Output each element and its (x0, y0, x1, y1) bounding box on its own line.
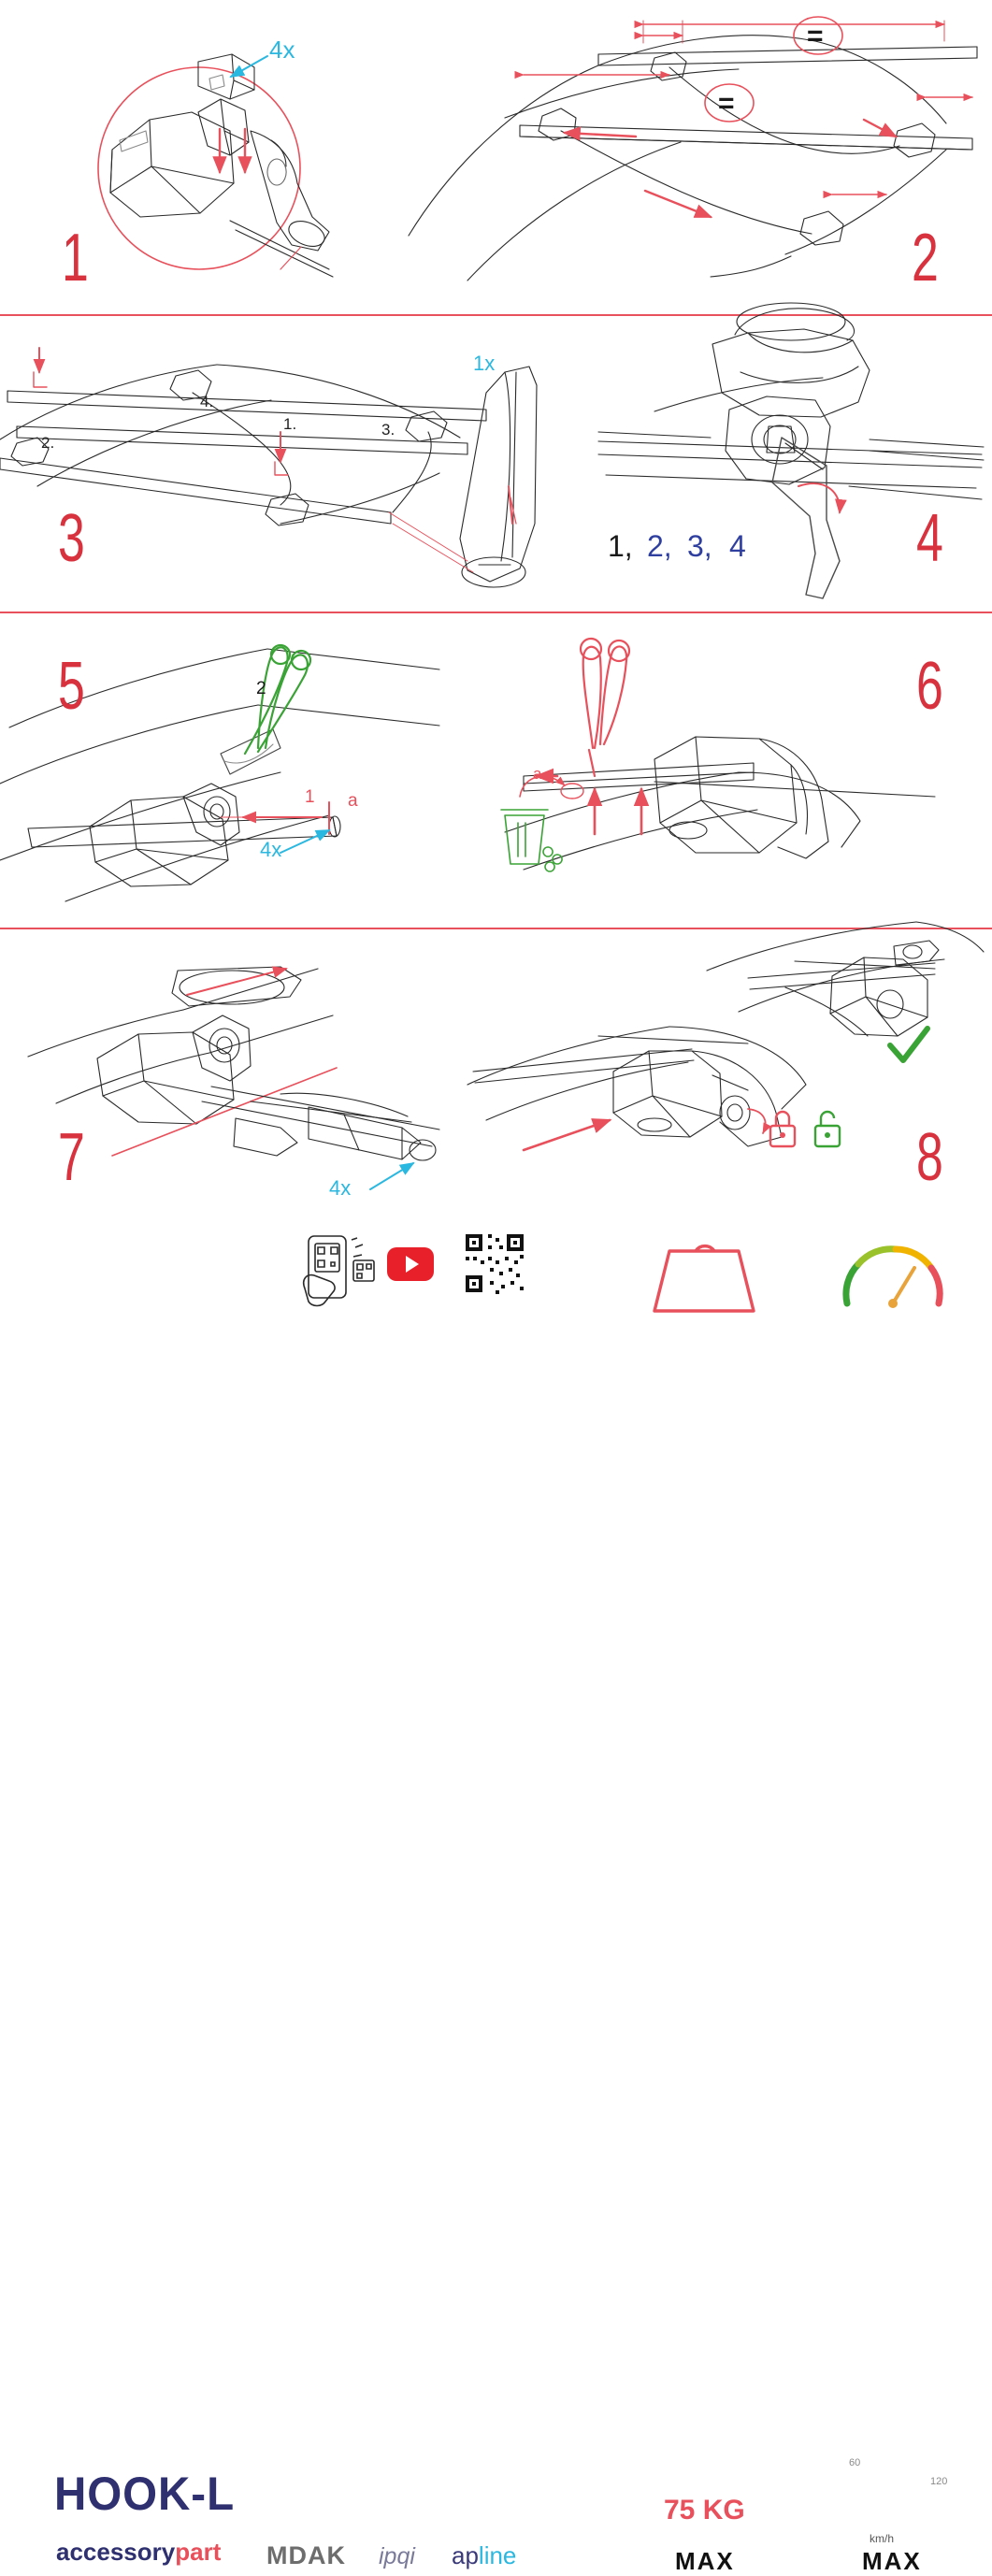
step-number-6: 6 (916, 649, 942, 724)
step5-cut-label-2: 2 (256, 679, 266, 698)
apline-logo-a: ap (452, 2541, 479, 2569)
step3-quantity-label: 1x (473, 352, 496, 375)
step2-equal-label-right: = (807, 21, 824, 51)
step5-measure-label-a: a (348, 791, 358, 811)
step-number-1: 1 (62, 221, 88, 295)
step5-measure-label-1: 1 (305, 787, 315, 807)
brand-name (56, 2538, 221, 2567)
brand-name-second: part (175, 2538, 222, 2566)
max-speed-label: MAX (862, 2547, 922, 2575)
lock-icons (770, 1029, 927, 1146)
separator-3 (0, 928, 992, 929)
speed-unit-label: km/h (870, 2532, 895, 2545)
separator-2 (0, 612, 992, 613)
step5-quantity-label: 4x (260, 838, 282, 861)
separator-1 (0, 314, 992, 316)
step-number-7: 7 (58, 1120, 84, 1195)
max-load-value: 75 KG (664, 2495, 745, 2526)
step4-sequence-3: 3, (687, 529, 712, 563)
apline-logo-b: line (478, 2541, 517, 2569)
step-number-4: 4 (916, 501, 942, 576)
step-number-3: 3 (58, 501, 84, 576)
step-number-8: 8 (916, 1120, 942, 1195)
step-number-5: 5 (58, 649, 84, 724)
brand-name-first: accessory (56, 2538, 176, 2566)
step6-strip-label-a: a (533, 765, 542, 783)
step3-order-label-1: 1. (283, 415, 297, 433)
step3-order-label-4: 4. (200, 393, 214, 410)
step4-sequence-1: 1, (608, 529, 633, 563)
gauge-tick-high: 120 (930, 2476, 948, 2487)
apline-logo (452, 2541, 516, 2570)
max-load-label: MAX (675, 2547, 735, 2575)
step-number-2: 2 (912, 221, 938, 295)
step7-quantity-label: 4x (329, 1176, 352, 1200)
step4-sequence-2: 2, (647, 529, 672, 563)
step3-order-label-3: 3. (381, 421, 395, 439)
step3-order-label-2: 2. (41, 434, 55, 452)
gauge-tick-low: 60 (849, 2457, 861, 2468)
mdak-logo: MDAK (266, 2541, 346, 2569)
ipqi-logo: ipqi (379, 2543, 415, 2569)
footer (0, 1216, 992, 2575)
product-title: HOOK-L (54, 2468, 236, 2520)
step2-equal-label-left: = (718, 88, 735, 119)
step4-sequence-4: 4 (729, 529, 746, 563)
step1-quantity-label: 4x (269, 36, 295, 64)
